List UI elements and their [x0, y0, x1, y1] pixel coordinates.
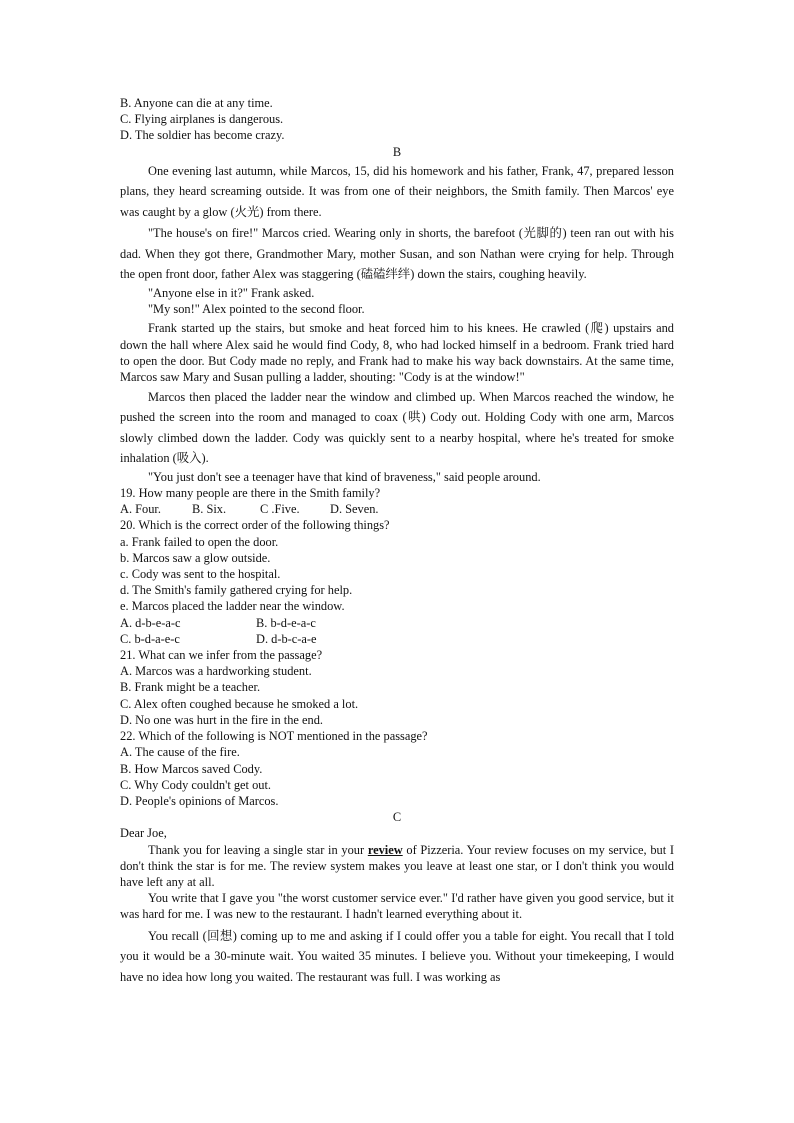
paragraph-text: Thank you for leaving a single star in your	[148, 842, 368, 857]
option-c[interactable]: C. Why Cody couldn't get out.	[120, 777, 272, 792]
passage-c-paragraph-2: You write that I gave you "the worst customer service ever." I'd rather have given you good service, but it was hard for me. I was new to the restaurant. I hadn't learned everything about it.	[120, 891, 674, 922]
passage-b-paragraph-4: "My son!" Alex pointed to the second floor.	[148, 302, 365, 317]
passage-b-paragraph-7: "You just don't see a teenager have that kind of braveness," said people around.	[148, 469, 541, 484]
passage-b-paragraph-5: Frank started up the stairs, but smoke and heat forced him to his knees. He crawled (爬) upstairs and down the hall where Alex said he would find Cody, 8, who had locked himself in a bedroom. Frank tried hard to open the door. But Cody made no reply, and Frank had to make his way back downstairs. At the same time, Marcos saw Mary and Susan pulling a ladder, shouting: "Cody is at the window!"	[120, 321, 674, 385]
option-b[interactable]: B. b-d-e-a-c	[256, 615, 316, 630]
option-a[interactable]: A. d-b-e-a-c	[120, 615, 181, 630]
event-b: b. Marcos saw a glow outside.	[120, 550, 271, 565]
option-d[interactable]: D. People's opinions of Marcos.	[120, 793, 279, 808]
question-21	[120, 647, 674, 728]
option-a[interactable]: A. The cause of the fire.	[120, 745, 240, 760]
letter-salutation: Dear Joe,	[120, 826, 167, 841]
option-d: D. The soldier has become crazy.	[120, 128, 285, 143]
passage-c-paragraph-3: You recall (回想) coming up to me and asking if I could offer you a table for eight. You recall that I told you it would be a 30-minute wait. You waited 35 minutes. I believe you. Without your timekeeping, I would have no idea how long you waited. The restaurant was full. I was working as	[120, 928, 674, 984]
option-c: C. Flying airplanes is dangerous.	[120, 112, 284, 127]
option-a[interactable]: A. Four.	[120, 502, 161, 517]
option-d[interactable]: D. Seven.	[330, 502, 379, 517]
passage-b-paragraph-2: "The house's on fire!" Marcos cried. Wearing only in shorts, the barefoot (光脚的) teen ran out with his dad. When they got there, Grandmother Mary, mother Susan, and son Nathan were crying for help. Through the open front door, father Alex was staggering (磕磕绊绊) down the stairs, coughing heavily.	[120, 226, 674, 282]
option-c[interactable]: C. Alex often coughed because he smoked a lot.	[120, 696, 359, 711]
passage-b-paragraph-1: One evening last autumn, while Marcos, 15, did his homework and his father, Frank, 47, prepared lesson plans, they heard screaming outside. It was from one of their neighbors, the Smith family. Then Marcos' eye was caught by a glow (火光) from there.	[120, 163, 674, 219]
answer-options	[120, 501, 674, 517]
option-d[interactable]: D. d-b-c-a-e	[256, 631, 317, 646]
question-22	[120, 728, 674, 809]
option-b[interactable]: B. How Marcos saved Cody.	[120, 761, 263, 776]
question-20	[120, 517, 674, 647]
passage-b-paragraph-6: Marcos then placed the ladder near the window and climbed up. When Marcos reached the window, he pushed the screen into the room and managed to coax (哄) Cody out. Holding Cody with one arm, Marcos slowly climbed down the ladder. Cody was quickly sent to a nearby hospital, where he's treated for smoke inhalation (吸入).	[120, 389, 674, 466]
paragraph-text: of Pizzeria. Your review focuses on my service, but I don't think the star is for me. The review system makes you leave at least one star, or I don't think you would have left any at all.	[120, 842, 675, 889]
event-e: e. Marcos placed the ladder near the window.	[120, 599, 345, 614]
option-c[interactable]: C .Five.	[260, 502, 300, 517]
question-stem: 21. What can we infer from the passage?	[120, 648, 323, 663]
option-d[interactable]: D. No one was hurt in the fire in the end.	[120, 712, 324, 727]
previous-question-options	[120, 95, 674, 144]
option-b[interactable]: B. Frank might be a teacher.	[120, 680, 261, 695]
passage-b	[120, 161, 674, 485]
section-b-heading: B	[392, 144, 402, 159]
option-a[interactable]: A. Marcos was a hardworking student.	[120, 664, 312, 679]
option-b: B. Anyone can die at any time.	[120, 96, 273, 110]
highlighted-word-review: review	[367, 842, 403, 857]
question-stem: 22. Which of the following is NOT mentioned in the passage?	[120, 729, 428, 744]
option-b[interactable]: B. Six.	[192, 502, 227, 517]
answer-options-row-1	[120, 615, 674, 631]
passage-c-paragraph-1	[120, 842, 674, 891]
passage-c	[120, 825, 674, 987]
passage-b-paragraph-3: "Anyone else in it?" Frank asked.	[148, 285, 315, 300]
question-stem: 20. Which is the correct order of the following things?	[120, 518, 390, 533]
event-c: c. Cody was sent to the hospital.	[120, 567, 281, 582]
option-c[interactable]: C. b-d-a-e-c	[120, 631, 180, 646]
question-19	[120, 485, 674, 517]
section-c-heading: C	[392, 810, 402, 825]
event-d: d. The Smith's family gathered crying for help.	[120, 583, 353, 598]
event-a: a. Frank failed to open the door.	[120, 534, 279, 549]
question-stem: 19. How many people are there in the Smith family?	[120, 486, 381, 501]
answer-options-row-2	[120, 631, 674, 647]
